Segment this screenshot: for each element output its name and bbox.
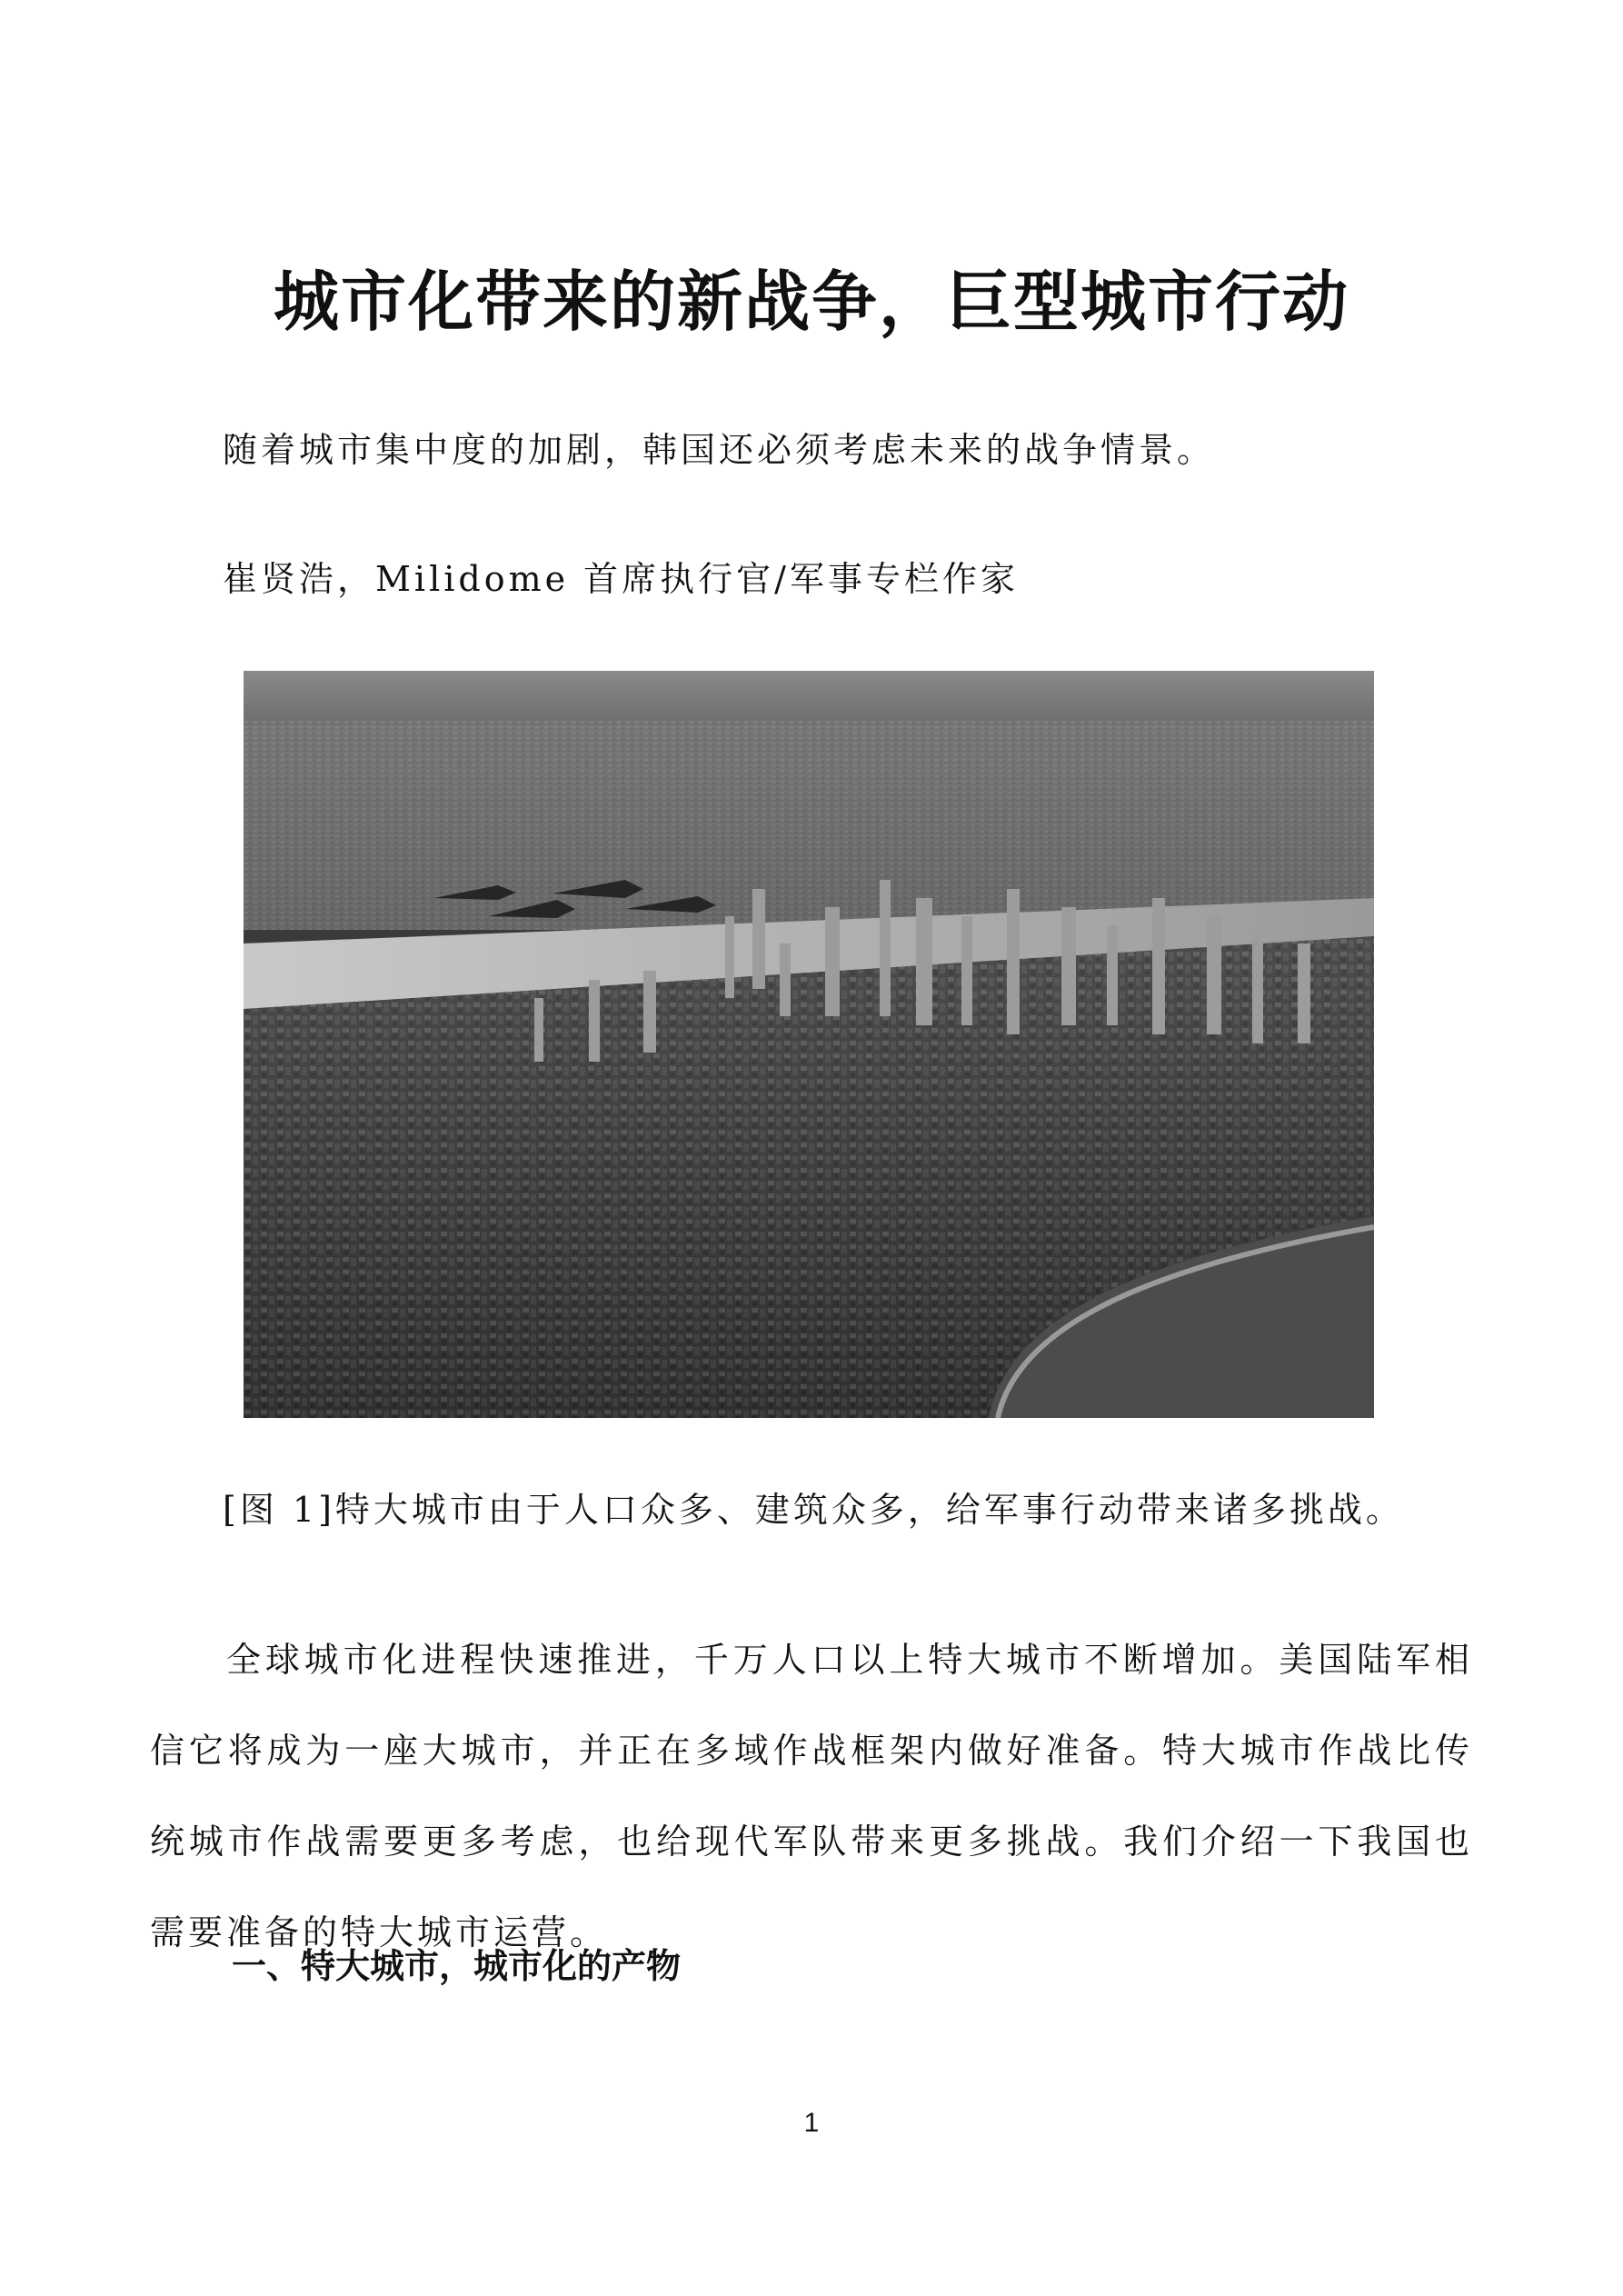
body-paragraph: 全球城市化进程快速推进，千万人口以上特大城市不断增加。美国陆军相信它将成为一座大城市，并正在多域作战框架内做好准备。特大城市作战比传统城市作战需要更多考虑，也给现代军队带来更多挑战。我们介绍一下我国也需要准备的特大城市运营。: [150, 1640, 1473, 1952]
author-line: 崔贤浩，Milidome 首席执行官/军事专栏作家: [223, 559, 1019, 599]
document-title: 城市化带来的新战争，巨型城市行动: [273, 264, 1349, 340]
aerial-city-with-jets-photo: [244, 671, 1374, 1418]
page-number: 1: [803, 2108, 820, 2138]
section-heading: 一、特大城市，城市化的产物: [232, 1946, 682, 1986]
figure-caption: [图 1]特大城市由于人口众多、建筑众多，给军事行动带来诸多挑战。: [223, 1490, 1404, 1530]
subtitle: 随着城市集中度的加剧，韩国还必须考虑未来的战争情景。: [223, 430, 1216, 470]
